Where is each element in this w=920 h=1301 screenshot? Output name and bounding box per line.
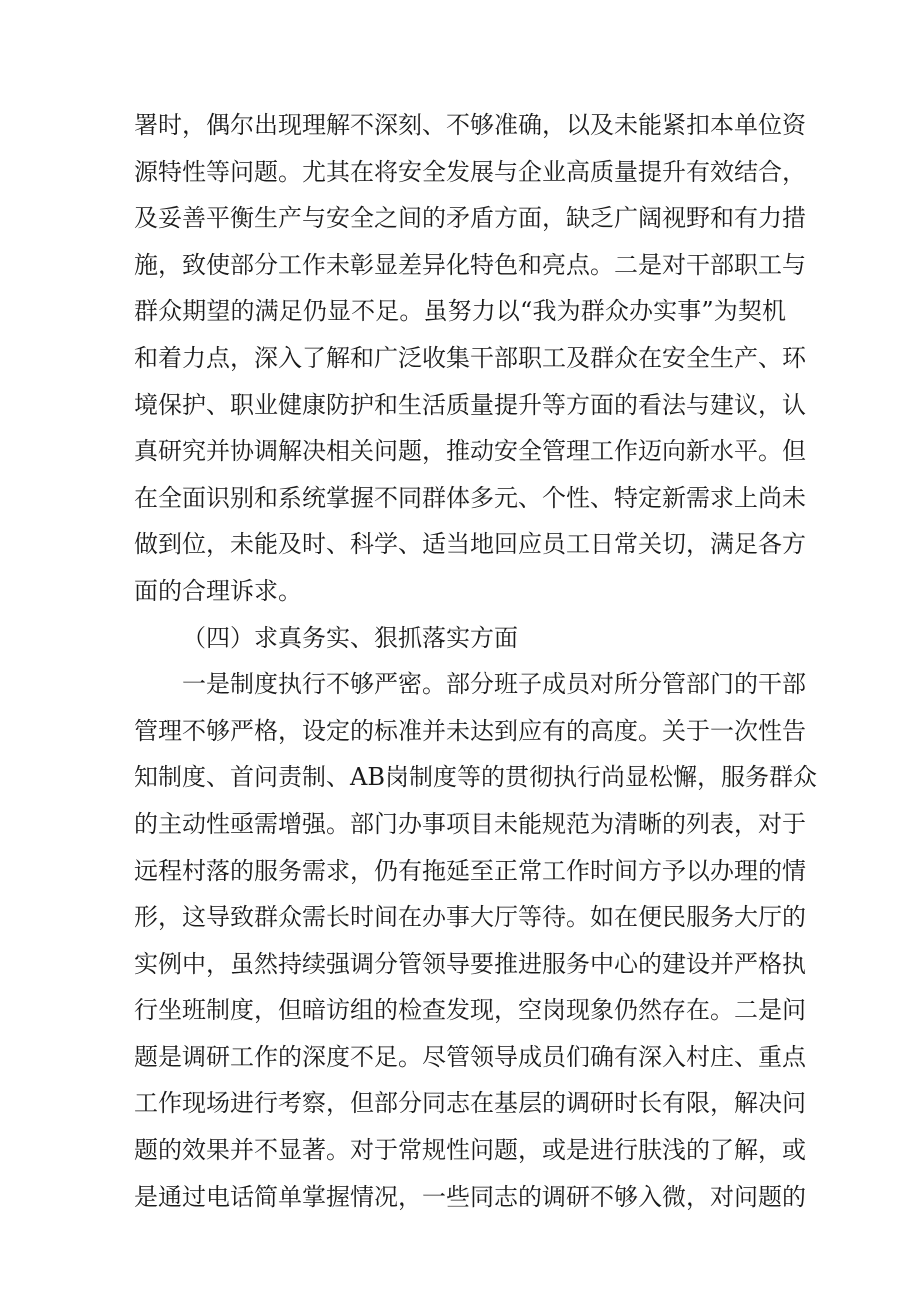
text-line: 工作现场进行考察，但部分同志在基层的调研时长有限，解决问 xyxy=(134,1089,806,1118)
text-line: 知制度、首问责制、AB岗制度等的贯彻执行尚显松懈，服务群众 xyxy=(134,763,817,792)
text-line: 署时，偶尔出现理解不深刻、不够准确，以及未能紧扣本单位资 xyxy=(134,111,806,139)
text-line: 题的效果并不显著。对于常规性问题，或是进行肤浅的了解，或 xyxy=(134,1136,806,1165)
text-line: 题是调研工作的深度不足。尽管领导成员们确有深入村庄、重点 xyxy=(134,1042,806,1071)
text-line: 是通过电话简单掌握情况，一些同志的调研不够入微，对问题的 xyxy=(134,1182,806,1211)
text-line: 一是制度执行不够严密。部分班子成员对所分管部门的干部 xyxy=(182,670,806,699)
text-line: 群众期望的满足仍显不足。虽努力以“我为群众办实事”为契机 xyxy=(134,297,786,326)
text-line: 面的合理诉求。 xyxy=(134,576,302,605)
text-line: 做到位，未能及时、科学、适当地回应员工日常关切，满足各方 xyxy=(134,530,806,559)
text-line: 施，致使部分工作未彰显差异化特色和亮点。二是对干部职工与 xyxy=(134,250,806,279)
text-line: 的主动性亟需增强。部门办事项目未能规范为清晰的列表，对于 xyxy=(134,809,806,838)
document-body xyxy=(134,102,817,1220)
text-line: 及妥善平衡生产与安全之间的矛盾方面，缺乏广阔视野和有力措 xyxy=(134,204,806,233)
text-line: 在全面识别和系统掌握不同群体多元、个性、特定新需求上尚未 xyxy=(134,483,806,512)
text-line: 境保护、职业健康防护和生活质量提升等方面的看法与建议，认 xyxy=(134,390,806,419)
text-line: 形，这导致群众需长时间在办事大厅等待。如在便民服务大厅的 xyxy=(134,903,806,932)
text-line: 行坐班制度，但暗访组的检查发现，空岗现象仍然存在。二是问 xyxy=(134,996,806,1025)
section-heading: （四）求真务实、狠抓落实方面 xyxy=(182,623,518,652)
text-line: 真研究并协调解决相关问题，推动安全管理工作迈向新水平。但 xyxy=(134,437,806,466)
text-line: 管理不够严格，设定的标准并未达到应有的高度。关于一次性告 xyxy=(134,716,806,745)
text-line: 和着力点，深入了解和广泛收集干部职工及群众在安全生产、环 xyxy=(134,343,806,372)
text-line: 源特性等问题。尤其在将安全发展与企业高质量提升有效结合， xyxy=(134,157,806,186)
text-line: 远程村落的服务需求，仍有拖延至正常工作时间方予以办理的情 xyxy=(134,856,806,885)
text-line: 实例中，虽然持续强调分管领导要推进服务中心的建设并严格执 xyxy=(134,949,806,978)
